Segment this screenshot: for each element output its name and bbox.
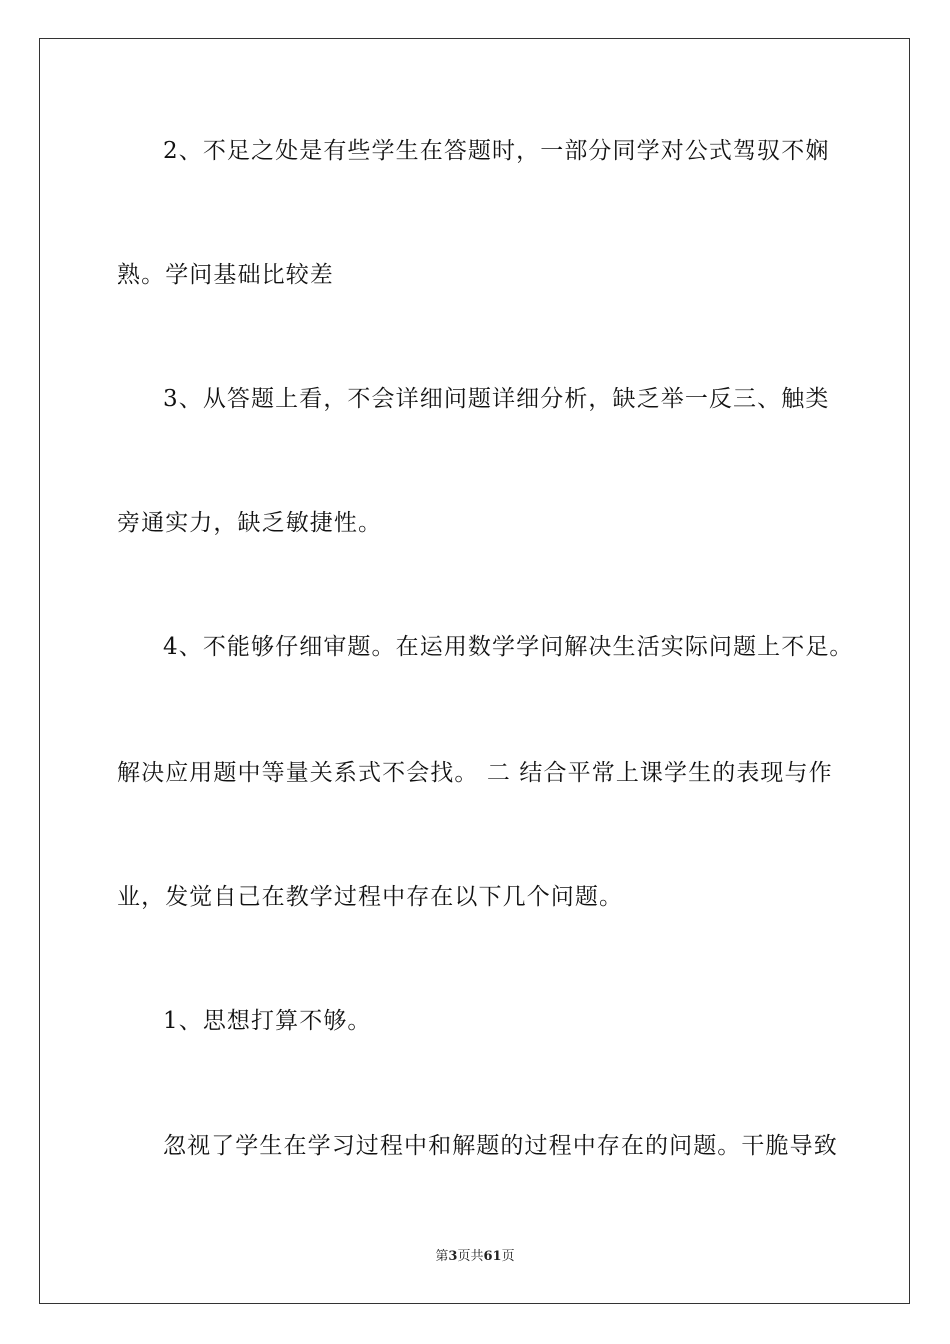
paragraph-line-3: 3、从答题上看，不会详细问题详细分析，缺乏举一反三、触类 bbox=[163, 386, 830, 412]
paragraph-line-6: 解决应用题中等量关系式不会找。 二 结合平常上课学生的表现与作 bbox=[117, 760, 833, 786]
paragraph-line-9: 忽视了学生在学习过程中和解题的过程中存在的问题。干脆导致 bbox=[163, 1133, 838, 1159]
paragraph-line-5: 4、不能够仔细审题。在运用数学学问解决生活实际问题上不足。 bbox=[163, 634, 854, 660]
page-border bbox=[39, 38, 910, 1304]
page-prefix: 第 bbox=[435, 1249, 449, 1264]
total-pages: 61 bbox=[483, 1249, 502, 1264]
paragraph-line-2: 熟。学问基础比较差 bbox=[117, 262, 334, 288]
paragraph-line-7: 业，发觉自己在教学过程中存在以下几个问题。 bbox=[117, 884, 624, 910]
page-footer bbox=[0, 1248, 950, 1266]
page-suffix: 页 bbox=[457, 1249, 471, 1264]
paragraph-line-1: 2、不足之处是有些学生在答题时，一部分同学对公式驾驭不娴 bbox=[163, 138, 830, 164]
paragraph-line-4: 旁通实力，缺乏敏捷性。 bbox=[117, 510, 383, 536]
page-number: 3 bbox=[448, 1249, 458, 1264]
total-prefix: 共 bbox=[470, 1249, 484, 1264]
total-suffix: 页 bbox=[501, 1249, 515, 1264]
paragraph-line-8: 1、思想打算不够。 bbox=[163, 1008, 372, 1034]
